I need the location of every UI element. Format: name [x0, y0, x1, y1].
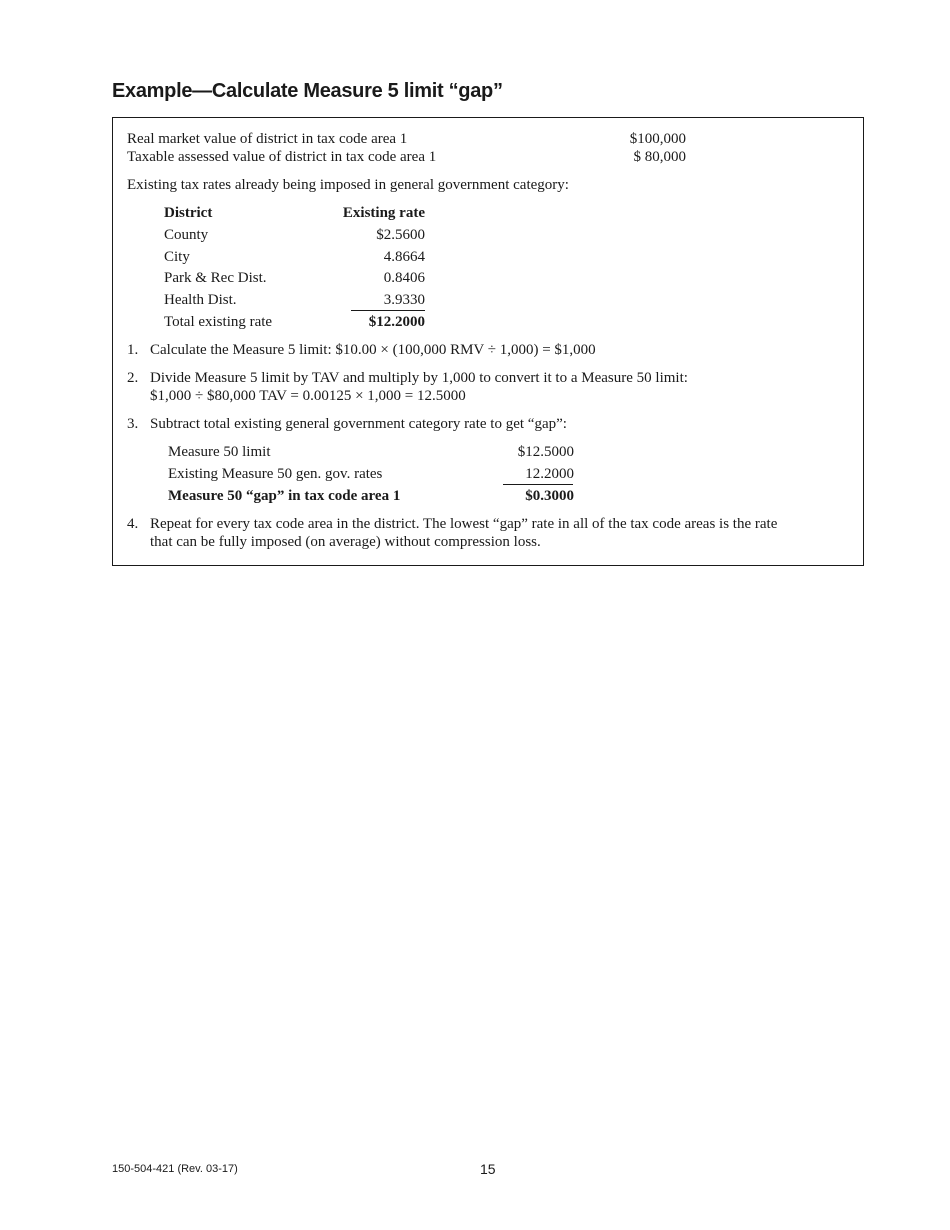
tav-value: $ 80,000: [633, 149, 686, 165]
table-header-district: District: [164, 205, 213, 221]
step-number: 3.: [127, 416, 139, 432]
example-box: [112, 117, 864, 566]
gap-row-label: Existing Measure 50 gen. gov. rates: [168, 466, 383, 482]
page-title: Example—Calculate Measure 5 limit “gap”: [112, 80, 503, 102]
gap-result-value: $0.3000: [525, 488, 574, 504]
step-1-text: Calculate the Measure 5 limit: $10.00 × (100,000 RMV ÷ 1,000) = $1,000: [150, 342, 596, 358]
gap-result-label: Measure 50 “gap” in tax code area 1: [168, 488, 401, 504]
tav-label: Taxable assessed value of district in tax code area 1: [127, 149, 437, 165]
gap-row-value: $12.5000: [517, 444, 574, 460]
total-existing-value: $12.2000: [368, 314, 425, 330]
table-row-rate: 0.8406: [383, 270, 425, 286]
table-row-rate: 4.8664: [383, 249, 425, 265]
step-3-text: Subtract total existing general government category rate to get “gap”:: [150, 416, 567, 432]
table-row-rate: 3.9330: [383, 292, 425, 308]
table-row-district: County: [164, 227, 209, 243]
rmv-value: $100,000: [629, 131, 686, 147]
total-existing-label: Total existing rate: [164, 314, 273, 330]
table-header-rate: Existing rate: [342, 205, 425, 221]
step-2-formula: $1,000 ÷ $80,000 TAV = 0.00125 × 1,000 = 12.5000: [150, 388, 466, 404]
page-number: 15: [480, 1161, 496, 1177]
table-row-district: Park & Rec Dist.: [164, 270, 267, 286]
step-4-text-cont: that can be fully imposed (on average) without compression loss.: [150, 534, 541, 550]
table-row-rate: $2.5600: [376, 227, 425, 243]
form-number: 150-504-421 (Rev. 03-17): [112, 1163, 238, 1175]
step-4-text: Repeat for every tax code area in the district. The lowest “gap” rate in all of the tax code areas is the rate: [150, 516, 778, 532]
table-divider: [351, 310, 425, 311]
gap-row-value: 12.2000: [525, 466, 574, 482]
step-number: 2.: [127, 370, 139, 386]
rmv-label: Real market value of district in tax code area 1: [127, 131, 408, 147]
table-row-district: City: [164, 249, 190, 265]
gap-row-label: Measure 50 limit: [168, 444, 271, 460]
step-number: 4.: [127, 516, 139, 532]
step-number: 1.: [127, 342, 139, 358]
gap-divider: [503, 484, 573, 485]
existing-rates-intro: Existing tax rates already being imposed in general government category:: [127, 177, 569, 193]
step-2-text: Divide Measure 5 limit by TAV and multiply by 1,000 to convert it to a Measure 50 limit:: [150, 370, 688, 386]
table-row-district: Health Dist.: [164, 292, 237, 308]
